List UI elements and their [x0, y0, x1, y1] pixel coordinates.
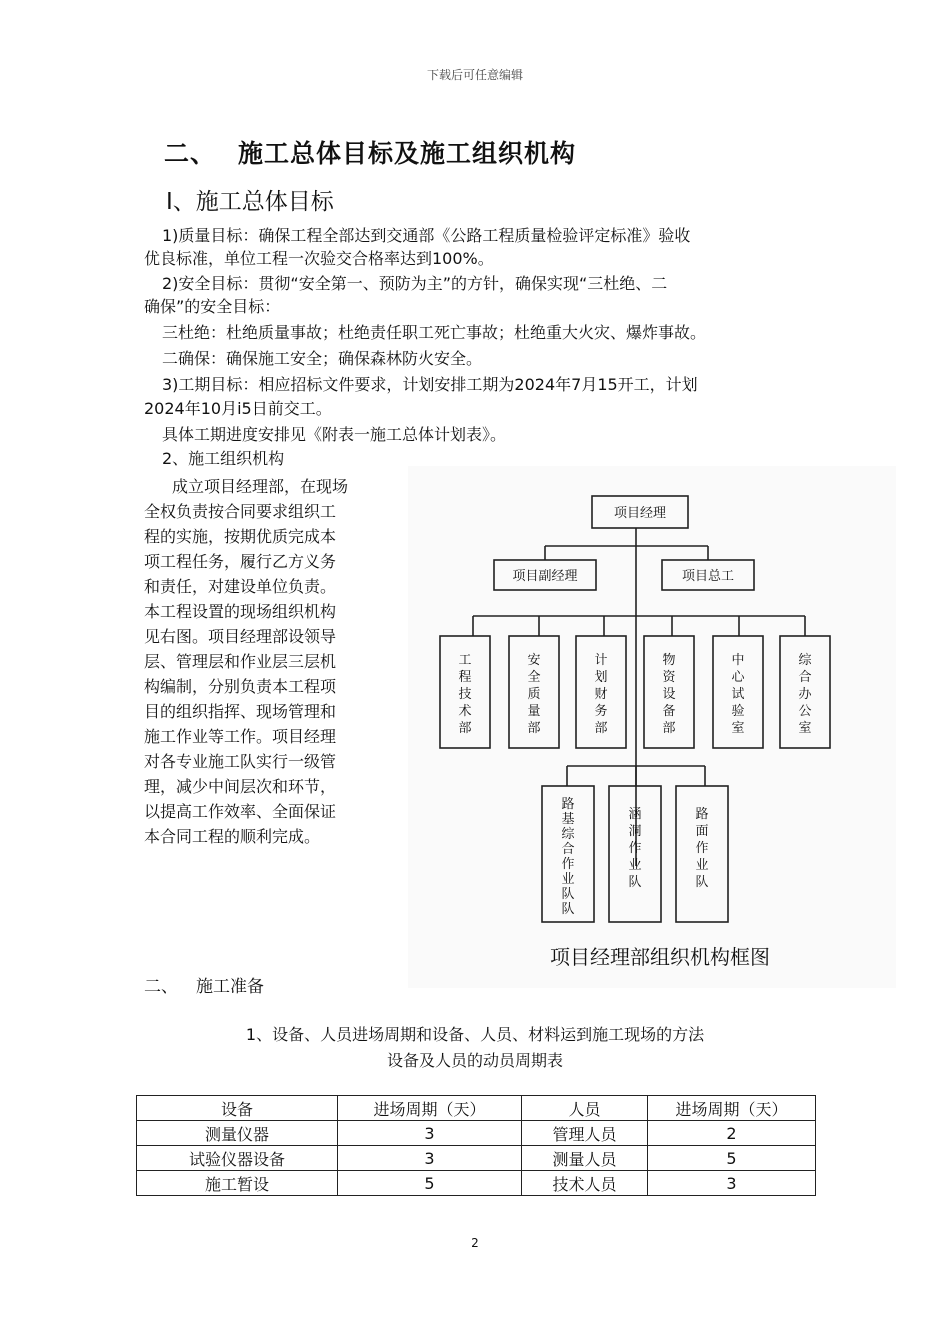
mobilization-table	[136, 1095, 816, 1196]
team-label: 路面作业队	[695, 807, 709, 890]
table-header-cell: 人员	[522, 1096, 648, 1121]
org-text-line: 目的组织指挥、现场管理和	[144, 702, 337, 721]
org-text-line: 以提高工作效率、全面保证	[144, 802, 337, 821]
org-text-line: 程的实施，按期优质完成本	[144, 527, 337, 546]
paragraph-line: 2024年10月i5日前交工。	[144, 399, 332, 418]
table-header-cell: 进场周期（天）	[338, 1096, 522, 1121]
org-text-line: 本工程设置的现场组织机构	[144, 602, 337, 621]
paragraph-line: 2)安全目标：贯彻“安全第一、预防为主”的方针，确保实现“三杜绝、二	[162, 274, 668, 293]
table-row	[137, 1146, 816, 1171]
table-cell: 3	[338, 1121, 522, 1146]
table-header-cell: 设备	[137, 1096, 338, 1121]
paragraph-line: 确保”的安全目标：	[144, 297, 281, 316]
prep-number: 二、	[144, 977, 178, 997]
paragraph-line: 二确保：确保施工安全；确保森林防火安全。	[162, 349, 483, 368]
paragraph-line: 优良标准，单位工程一次验交合格率达到100%。	[144, 249, 494, 268]
table-header-cell: 进场周期（天）	[648, 1096, 816, 1121]
org-text-line: 层、管理层和作业层三层机	[144, 652, 337, 671]
org-chart-figure	[408, 466, 896, 988]
table-cell: 5	[648, 1146, 816, 1171]
org-text-line: 施工作业等工作。项目经理	[144, 727, 337, 746]
table-row	[137, 1121, 816, 1146]
subsection-title: I、施工总体目标	[166, 189, 334, 215]
table-cell: 管理人员	[522, 1121, 648, 1146]
table-cell: 施工暂设	[137, 1171, 338, 1196]
dept-label: 计划财务部	[594, 653, 608, 736]
section-title-text: 施工总体目标及施工组织机构	[238, 139, 577, 168]
paragraph-line: 三杜绝：杜绝质量事故；杜绝责任职工死亡事故；杜绝重大火灾、爆炸事故。	[162, 323, 707, 342]
prep-title: 施工准备	[196, 977, 264, 997]
org-text-line: 构编制，分别负责本工程项	[144, 677, 337, 696]
section-title	[164, 134, 576, 170]
prep-subheading: 1、设备、人员进场周期和设备、人员、材料运到施工现场的方法	[245, 1025, 705, 1044]
org-chart-caption: 项目经理部组织机构框图	[550, 945, 770, 969]
paragraph-line: 1)质量目标：确保工程全部达到交通部《公路工程质量检验评定标准》验收	[162, 226, 691, 245]
page-number: 2	[471, 1236, 479, 1250]
org-text-line: 和责任，对建设单位负责。	[144, 577, 337, 596]
table-cell: 测量仪器	[137, 1121, 338, 1146]
org-description	[144, 474, 394, 849]
dept-label: 物资设备部	[662, 653, 676, 736]
table-cell: 测量人员	[522, 1146, 648, 1171]
dept-label: 安全质量部	[527, 653, 541, 736]
org-text-line: 项工程任务，履行乙方义务	[144, 552, 337, 571]
subheading-org: 2、施工组织机构	[162, 449, 285, 468]
table-title: 设备及人员的动员周期表	[386, 1051, 563, 1070]
dept-label: 综合办公室	[798, 653, 812, 736]
table-cell: 5	[338, 1171, 522, 1196]
table-cell: 3	[648, 1171, 816, 1196]
paragraph-line: 具体工期进度安排见《附表一施工总体计划表》。	[162, 425, 507, 444]
label-deputy-manager: 项目副经理	[512, 569, 578, 584]
label-project-manager: 项目经理	[613, 506, 667, 521]
table-row	[137, 1171, 816, 1196]
label-chief-engineer: 项目总工	[681, 569, 735, 584]
org-text-line: 对各专业施工队实行一级管	[144, 752, 337, 771]
table-cell: 技术人员	[522, 1171, 648, 1196]
org-text-line: 成立项目经理部，在现场	[172, 477, 349, 496]
dept-label: 中心试验室	[731, 653, 745, 736]
page-header: 下载后可任意编辑	[426, 68, 523, 82]
table-header-row	[137, 1096, 816, 1121]
org-chart-svg	[408, 466, 896, 988]
dept-label: 工程技术部	[458, 653, 472, 736]
org-text-line: 本合同工程的顺利完成。	[144, 827, 321, 846]
team-label: 涵洞作业队	[628, 807, 642, 890]
paragraph-line: 3)工期目标：相应招标文件要求，计划安排工期为2024年7月15开工，计划	[162, 375, 698, 394]
org-text-line: 理，减少中间层次和环节，	[144, 777, 337, 796]
team-label: 路基综合作业队队	[561, 797, 575, 917]
org-text-line: 全权负责按合同要求组织工	[144, 502, 337, 521]
table-cell: 3	[338, 1146, 522, 1171]
prep-heading	[144, 972, 264, 997]
table-cell: 试验仪器设备	[137, 1146, 338, 1171]
section-number: 二、	[164, 139, 217, 168]
table-cell: 2	[648, 1121, 816, 1146]
org-text-line: 见右图。项目经理部设领导	[144, 627, 337, 646]
